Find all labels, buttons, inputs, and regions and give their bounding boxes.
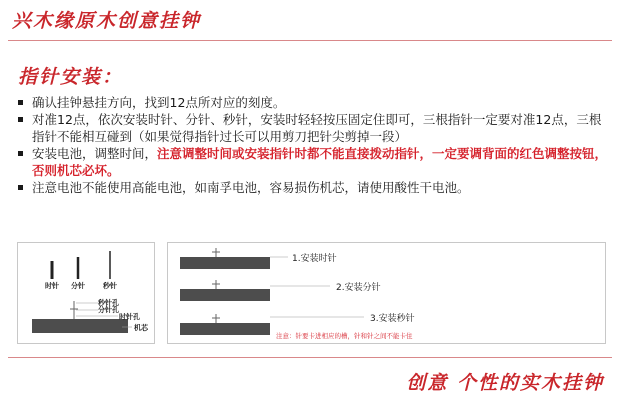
minute-hole-label: 分针孔 xyxy=(98,306,119,314)
brand-title: 兴木缘原木创意挂钟 xyxy=(12,10,202,32)
step-label-second: 3.安装秒针 xyxy=(370,314,415,324)
footer-slogan: 创意 个性的实木挂钟 xyxy=(406,372,604,394)
second-hand-label: 秒针 xyxy=(103,282,117,290)
section-title: 指针安装： xyxy=(18,66,124,88)
hands-diagram xyxy=(17,242,155,344)
hour-hand-label: 时针 xyxy=(45,282,59,290)
minute-hand-label: 分针 xyxy=(71,282,85,290)
step-label-minute: 2.安装分针 xyxy=(336,283,381,293)
movement-label: 机芯 xyxy=(134,324,148,332)
step-3: 安装电池，调整时间，注意调整时间或安装指针时都不能直接拨动指针，一定要调背面的红色调整按钮，否则机芯必坏。 xyxy=(14,145,610,179)
header-divider xyxy=(8,40,612,41)
step-1: 确认挂钟悬挂方向，找到12点所对应的刻度。 xyxy=(14,94,610,111)
step-label-hour: 1.安装时针 xyxy=(292,254,337,264)
second-hole-label: 秒针孔 xyxy=(98,299,119,307)
install-steps-illustration xyxy=(168,243,605,343)
step-4: 注意电池不能使用高能电池，如南孚电池，容易损伤机芯，请使用酸性干电池。 xyxy=(14,179,610,196)
install-note: 注意：针要卡进相应的槽，针和针之间不能卡住 xyxy=(276,332,413,340)
instruction-list xyxy=(14,94,610,196)
step-2: 对准12点，依次安装时针、分针、秒针，安装时轻轻按压固定住即可，三根指针一定要对准12点，三根指针不能相互碰到（如果觉得指针过长可以用剪刀把针尖剪掉一段） xyxy=(14,111,610,145)
warning-text: 注意调整时间或安装指针时都不能直接拨动指针，一定要调背面的红色调整按钮，否则机芯必坏。 xyxy=(32,146,608,178)
footer-divider xyxy=(8,357,612,358)
hour-hole-label: 时针孔 xyxy=(119,313,140,321)
install-steps-diagram xyxy=(167,242,606,344)
